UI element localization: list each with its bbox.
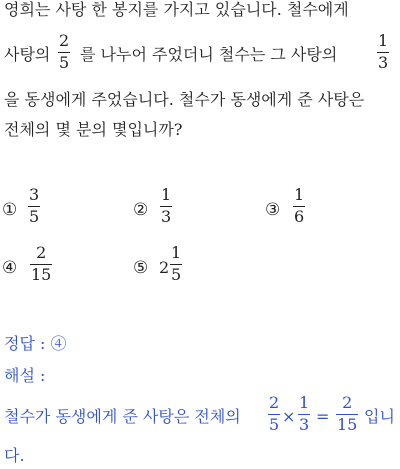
explanation-text-c: 다. <box>4 446 25 465</box>
explanation-label: 해설 : <box>4 366 46 385</box>
fraction-numerator: 2 <box>59 31 70 50</box>
fraction-denominator: 3 <box>378 53 389 72</box>
question-line-2b: 를 나누어 주었더니 철수는 그 사탕의 <box>80 45 338 64</box>
option-5-whole: 2 <box>159 258 170 277</box>
fraction-two-fifths <box>58 32 70 72</box>
option-5-mark[interactable]: ⑤ <box>133 258 149 278</box>
explanation-text-b: 입니 <box>364 407 395 426</box>
option-5-fraction[interactable] <box>170 244 182 284</box>
fraction-numerator: 1 <box>299 393 310 412</box>
fraction-numerator: 3 <box>29 185 40 204</box>
question-line-2a: 사탕의 <box>4 45 51 64</box>
option-2-fraction[interactable] <box>160 186 172 226</box>
option-2-mark[interactable]: ② <box>133 200 149 220</box>
fraction-numerator: 1 <box>161 185 172 204</box>
times-sign: × <box>282 407 296 426</box>
fraction-numerator: 1 <box>171 243 182 262</box>
question-line-1: 영희는 사탕 한 봉지를 가지고 있습니다. 철수에게 <box>4 0 349 19</box>
explanation-fraction-2 <box>298 394 310 434</box>
question-line-4: 전체의 몇 분의 몇입니까? <box>4 120 183 139</box>
question-line-3: 을 동생에게 주었습니다. 철수가 동생에게 준 사탕은 <box>4 90 365 109</box>
fraction-numerator: 2 <box>36 243 47 262</box>
explanation-fraction-1 <box>268 394 280 434</box>
option-3-fraction[interactable] <box>293 186 305 226</box>
option-3-mark[interactable]: ③ <box>265 200 281 220</box>
equals-sign: = <box>316 407 330 426</box>
option-4-fraction[interactable] <box>30 244 52 284</box>
option-1-fraction[interactable] <box>28 186 40 226</box>
fraction-numerator: 2 <box>342 393 353 412</box>
fraction-denominator: 3 <box>299 415 310 434</box>
option-1-mark[interactable]: ① <box>2 200 18 220</box>
fraction-denominator: 5 <box>29 207 40 226</box>
fraction-denominator: 5 <box>171 265 182 284</box>
answer-line <box>4 334 67 354</box>
fraction-denominator: 5 <box>269 415 280 434</box>
fraction-numerator: 2 <box>269 393 280 412</box>
option-4-mark[interactable]: ④ <box>2 258 18 278</box>
fraction-denominator: 5 <box>59 53 70 72</box>
fraction-denominator: 6 <box>294 207 305 226</box>
fraction-denominator: 3 <box>161 207 172 226</box>
fraction-denominator: 15 <box>31 265 52 284</box>
fraction-one-third <box>377 32 389 72</box>
fraction-numerator: 1 <box>378 31 389 50</box>
explanation-fraction-3 <box>336 394 358 434</box>
fraction-numerator: 1 <box>294 185 305 204</box>
fraction-denominator: 15 <box>337 415 358 434</box>
explanation-text-a: 철수가 동생에게 준 사탕은 전체의 <box>4 407 241 426</box>
answer-value: ④ <box>50 334 67 353</box>
answer-label: 정답 : <box>4 334 46 353</box>
